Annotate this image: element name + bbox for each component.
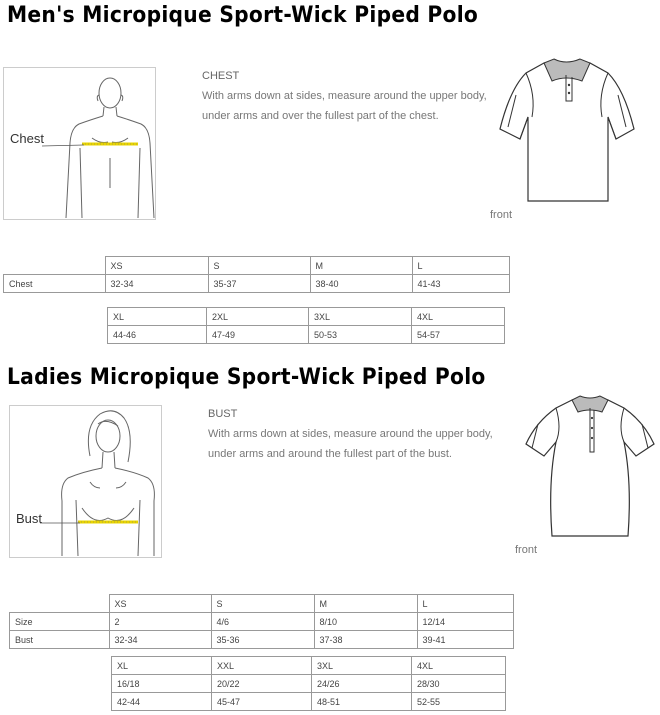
size-header: XS bbox=[109, 595, 211, 613]
mens-front-label: front bbox=[490, 209, 513, 221]
table-cell: 20/22 bbox=[212, 675, 312, 693]
mens-size-table-1 bbox=[3, 256, 510, 293]
size-header: XL bbox=[112, 657, 212, 675]
table-cell: 44-46 bbox=[108, 326, 207, 344]
table-cell: 2 bbox=[109, 613, 211, 631]
bust-heading: BUST bbox=[208, 408, 238, 420]
table-cell: 8/10 bbox=[314, 613, 417, 631]
table-cell: 42-44 bbox=[112, 693, 212, 711]
size-header: M bbox=[314, 595, 417, 613]
size-header: 3XL bbox=[312, 657, 412, 675]
bust-instruction-line: under arms and around the fullest part of the bust. bbox=[208, 448, 452, 460]
table-cell: 41-43 bbox=[412, 275, 509, 293]
table-cell: 35-36 bbox=[211, 631, 314, 649]
bust-figure-label: Bust bbox=[16, 511, 43, 526]
chest-heading: CHEST bbox=[202, 70, 240, 82]
chest-figure-label: Chest bbox=[10, 131, 44, 146]
size-header: XXL bbox=[212, 657, 312, 675]
size-header: 2XL bbox=[207, 308, 309, 326]
ladies-title: Ladies Micropique Sport-Wick Piped Polo bbox=[7, 365, 486, 390]
table-cell: 50-53 bbox=[309, 326, 412, 344]
table-header-row bbox=[112, 657, 506, 675]
ladies-body-figure bbox=[9, 405, 162, 558]
table-cell: 28/30 bbox=[412, 675, 506, 693]
table-cell: 54-57 bbox=[412, 326, 505, 344]
table-cell: 45-47 bbox=[212, 693, 312, 711]
table-cell: 12/14 bbox=[417, 613, 513, 631]
size-header: L bbox=[417, 595, 513, 613]
size-header: XL bbox=[108, 308, 207, 326]
table-cell: 47-49 bbox=[207, 326, 309, 344]
table-header-row bbox=[108, 308, 505, 326]
ladies-size-table-2 bbox=[111, 656, 506, 711]
table-header-row bbox=[4, 257, 510, 275]
ladies-front-label: front bbox=[515, 544, 538, 556]
ladies-polo-icon bbox=[522, 392, 658, 542]
table-cell: 52-55 bbox=[412, 693, 506, 711]
row-label: Chest bbox=[4, 275, 106, 293]
mens-size-table-2 bbox=[107, 307, 505, 344]
size-header: 4XL bbox=[412, 657, 506, 675]
table-cell: 4/6 bbox=[211, 613, 314, 631]
table-cell: 38-40 bbox=[310, 275, 412, 293]
row-label: Bust bbox=[10, 631, 110, 649]
chest-instruction-line: under arms and over the fullest part of the chest. bbox=[202, 110, 439, 122]
size-header: 4XL bbox=[412, 308, 505, 326]
mens-title: Men's Micropique Sport-Wick Piped Polo bbox=[7, 3, 479, 28]
table-row bbox=[10, 631, 514, 649]
table-cell: 35-37 bbox=[208, 275, 310, 293]
ladies-size-table-1 bbox=[9, 594, 514, 649]
bust-instruction-line: With arms down at sides, measure around the upper body, bbox=[208, 428, 493, 440]
size-header: M bbox=[310, 257, 412, 275]
size-header: S bbox=[208, 257, 310, 275]
mens-body-figure bbox=[3, 67, 156, 220]
mens-polo-icon bbox=[496, 55, 636, 207]
table-header-row bbox=[10, 595, 514, 613]
table-row bbox=[112, 693, 506, 711]
row-label: Size bbox=[10, 613, 110, 631]
ladies-body-drawing bbox=[10, 406, 161, 557]
chest-instruction-line: With arms down at sides, measure around the upper body, bbox=[202, 90, 487, 102]
size-header: 3XL bbox=[309, 308, 412, 326]
chest-instructions bbox=[202, 86, 502, 126]
table-cell: 32-34 bbox=[109, 631, 211, 649]
table-cell: 39-41 bbox=[417, 631, 513, 649]
table-row bbox=[112, 675, 506, 693]
bust-instructions bbox=[208, 424, 508, 464]
size-header: XS bbox=[105, 257, 208, 275]
table-row bbox=[10, 613, 514, 631]
table-row bbox=[4, 275, 510, 293]
table-row bbox=[108, 326, 505, 344]
table-cell: 24/26 bbox=[312, 675, 412, 693]
table-cell: 16/18 bbox=[112, 675, 212, 693]
table-cell: 37-38 bbox=[314, 631, 417, 649]
table-cell: 48-51 bbox=[312, 693, 412, 711]
size-header: L bbox=[412, 257, 509, 275]
table-cell: 32-34 bbox=[105, 275, 208, 293]
size-header: S bbox=[211, 595, 314, 613]
